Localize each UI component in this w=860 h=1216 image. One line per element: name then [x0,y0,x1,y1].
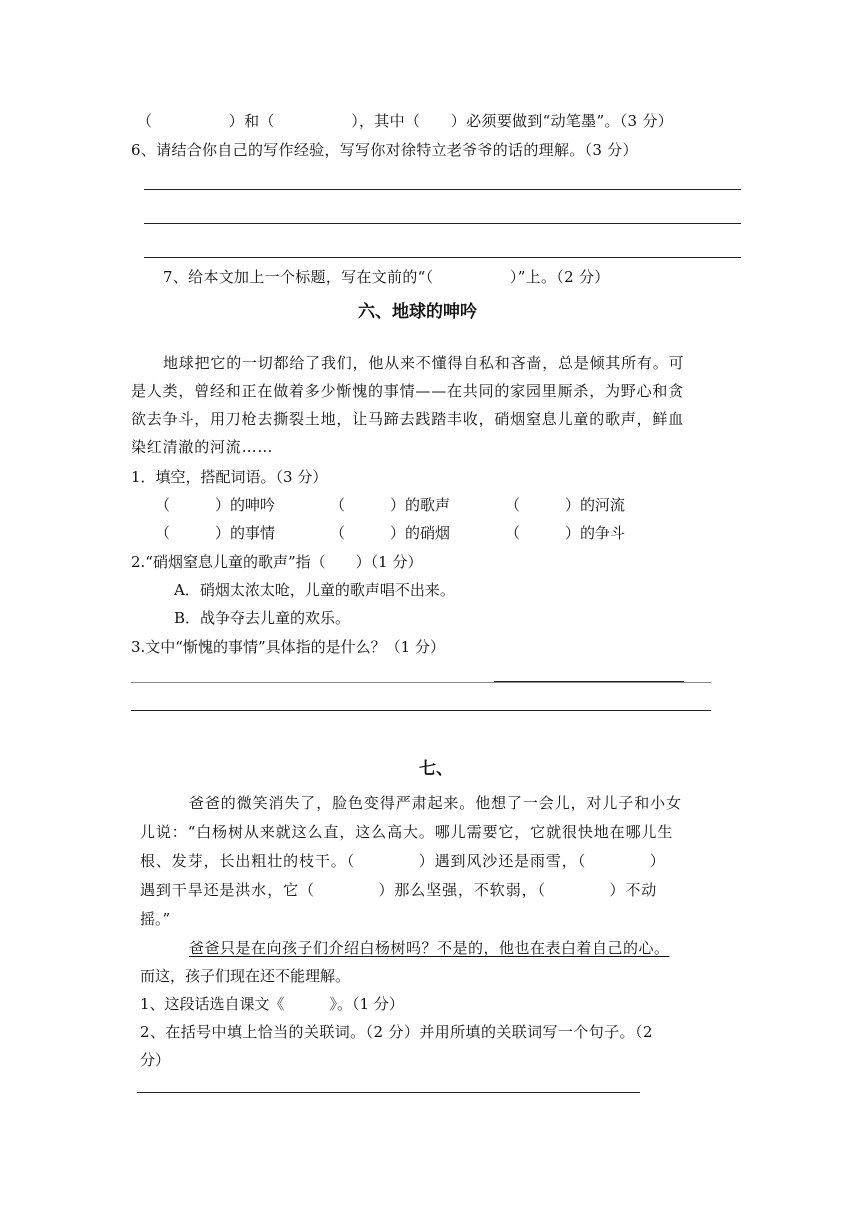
para-line: 而这，孩子们现在还不能理解。 [140,967,351,985]
para-line: 根、发芽，长出粗壮的枝干。（ ）遇到风沙还是雨雪，（ ） [140,852,666,870]
answer-line-5[interactable] [137,1092,640,1093]
s6-question-3: 3.文中“惭愧的事情”具体指的是什么？（1 分） [131,638,445,656]
word-pair[interactable]: （ ）的河流 [505,496,626,514]
section-6-title: 六、地球的呻吟 [358,302,477,322]
s6-question-2: 2.“硝烟窒息儿童的歌声”指（ ）（1 分） [131,553,423,571]
word-pair[interactable]: （ ）的事情 [155,524,276,542]
option-a[interactable]: A．硝烟太浓太呛，儿童的歌声唱不出来。 [174,581,455,599]
s6-question-1: 1．填空，搭配词语。（3 分） [131,468,328,486]
option-b[interactable]: B．战争夺去儿童的欢乐。 [174,609,351,627]
passage-line: 欲去争斗，用刀枪去撕裂土地，让马蹄去践踏丰收，硝烟窒息儿童的歌声，鲜血 [131,410,685,428]
question-6: 6、请结合你自己的写作经验，写写你对徐特立老爷爷的话的理解。（3 分） [131,141,638,159]
s7-question-2: 2、在括号中填上恰当的关联词。（2 分）并用所填的关联词写一个句子。（2 [140,1023,653,1041]
answer-line-thin[interactable] [131,682,711,683]
answer-line-3[interactable] [144,257,741,258]
word-pair[interactable]: （ ）的歌声 [330,496,451,514]
passage-line: 地球把它的一切都给了我们，他从来不懂得自私和吝啬，总是倾其所有。可 [163,354,685,372]
answer-line-4[interactable] [131,710,711,711]
para-line: 爸爸的微笑消失了，脸色变得严肃起来。他想了一会儿，对儿子和小女 [189,794,682,812]
passage-line: 是人类，曾经和正在做着多少惭愧的事情——在共同的家园里厮杀，为野心和贪 [131,382,685,400]
word-pair[interactable]: （ ）的争斗 [505,524,626,542]
word-pair[interactable]: （ ）的呻吟 [155,496,276,514]
para-line: 摇。” [140,910,171,928]
section-7-title: 七、 [419,759,453,779]
answer-line-dark-segment [494,681,684,682]
para-line: 遇到干旱还是洪水，它（ ）那么坚强，不软弱，（ ）不动 [140,881,658,899]
s7-question-2-cont: 分） [140,1051,171,1069]
question-7: 7、给本文加上一个标题，写在文前的“（ ）”上。（2 分） [163,268,610,286]
underlined-sentence: 爸爸只是在向孩子们介绍白杨树吗？不是的，他也在表白着自己的心。 [189,939,670,957]
blank-fill-line: （ ）和（ ），其中（ ）必须要做到“动笔墨”。（3 分） [137,112,674,130]
passage-line: 染红清澈的河流…… [131,438,274,456]
s7-question-1: 1、这段话选自课文《 》。（1 分） [140,995,404,1013]
word-pair[interactable]: （ ）的硝烟 [330,524,451,542]
answer-line-2[interactable] [144,223,741,224]
answer-line-1[interactable] [144,189,741,190]
para-line: 儿说：“白杨树从来就这么直，这么高大。哪儿需要它，它就很快地在哪儿生 [140,823,674,841]
